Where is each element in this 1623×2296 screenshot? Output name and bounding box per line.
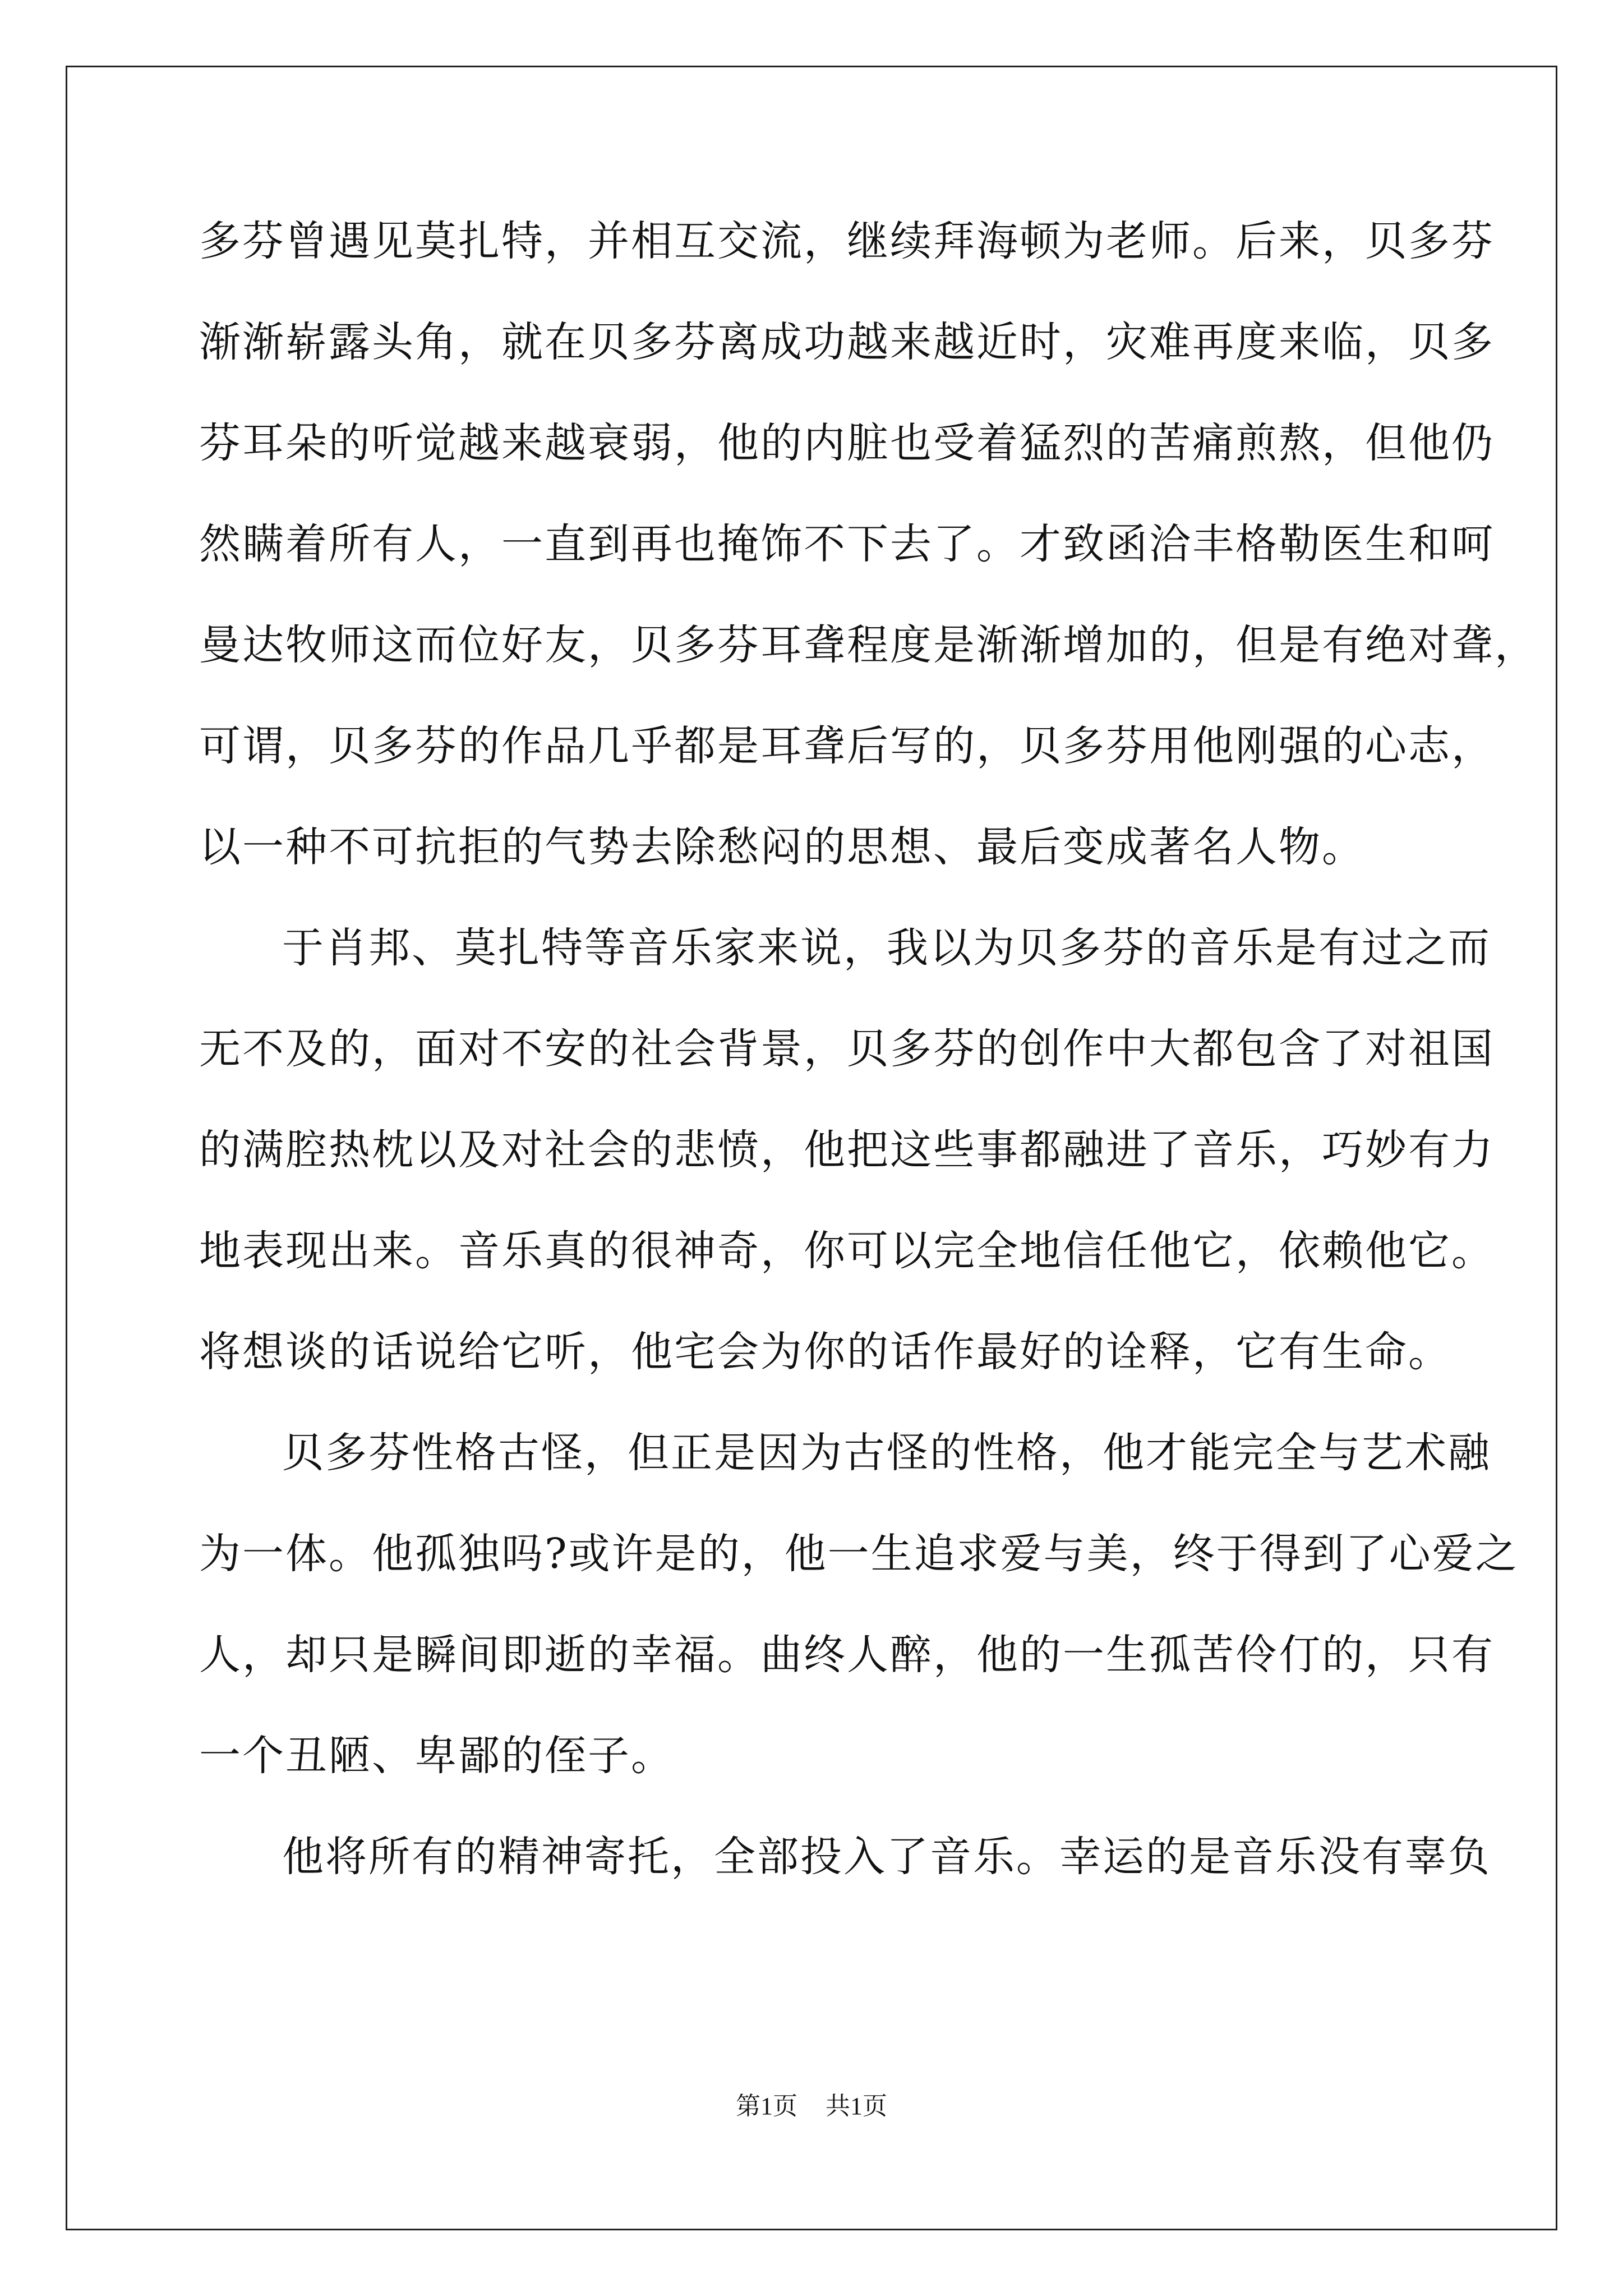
- text-line: 芬耳朵的听觉越来越衰弱，他的内脏也受着猛烈的苦痛煎熬，但他仍: [199, 419, 1495, 467]
- text-line: 为一体。他孤独吗?或许是的，他一生追求爱与美，终于得到了心爱之: [199, 1530, 1519, 1578]
- text-line: 无不及的，面对不安的社会背景，贝多芬的创作中大都包含了对祖国: [199, 1025, 1495, 1073]
- text-line: 以一种不可抗拒的气势去除愁闷的思想、最后变成著名人物。: [199, 823, 1365, 871]
- text-line: 一个丑陋、卑鄙的侄子。: [199, 1732, 674, 1780]
- page-footer: [0, 2090, 1623, 2123]
- text-line: 人，却只是瞬间即逝的幸福。曲终人醉，他的一生孤苦伶仃的，只有: [199, 1631, 1495, 1679]
- paragraph-first-line: 贝多芬性格古怪，但正是因为古怪的性格，他才能完全与艺术融: [282, 1429, 1491, 1477]
- text-line: 的满腔热枕以及对社会的悲愤，他把这些事都融进了音乐，巧妙有力: [199, 1126, 1495, 1174]
- text-line: 可谓，贝多芬的作品几乎都是耳聋后写的，贝多芬用他刚强的心志，: [199, 722, 1495, 770]
- text-line: 曼达牧师这而位好友，贝多芬耳聋程度是渐渐增加的，但是有绝对聋，: [199, 621, 1538, 669]
- paragraph-first-line: 于肖邦、莫扎特等音乐家来说，我以为贝多芬的音乐是有过之而: [282, 924, 1491, 972]
- text-line: 然瞒着所有人，一直到再也掩饰不下去了。才致函洽丰格勒医生和呵: [199, 520, 1495, 568]
- text-line: 将想谈的话说给它听，他宅会为你的话作最好的诠释，它有生命。: [199, 1328, 1451, 1376]
- text-line: 渐渐崭露头角，就在贝多芬离成功越来越近时，灾难再度来临，贝多: [199, 318, 1495, 366]
- text-line: 地表现出来。音乐真的很神奇，你可以完全地信任他它，依赖他它。: [199, 1227, 1495, 1275]
- page-number: 第1页: [736, 2092, 797, 2120]
- paragraph-first-line: 他将所有的精神寄托，全部投入了音乐。幸运的是音乐没有辜负: [282, 1833, 1491, 1881]
- text-line: 多芬曾遇见莫扎特，并相互交流，继续拜海顿为老师。后来，贝多芬: [199, 217, 1495, 265]
- page-total: 共1页: [826, 2092, 887, 2120]
